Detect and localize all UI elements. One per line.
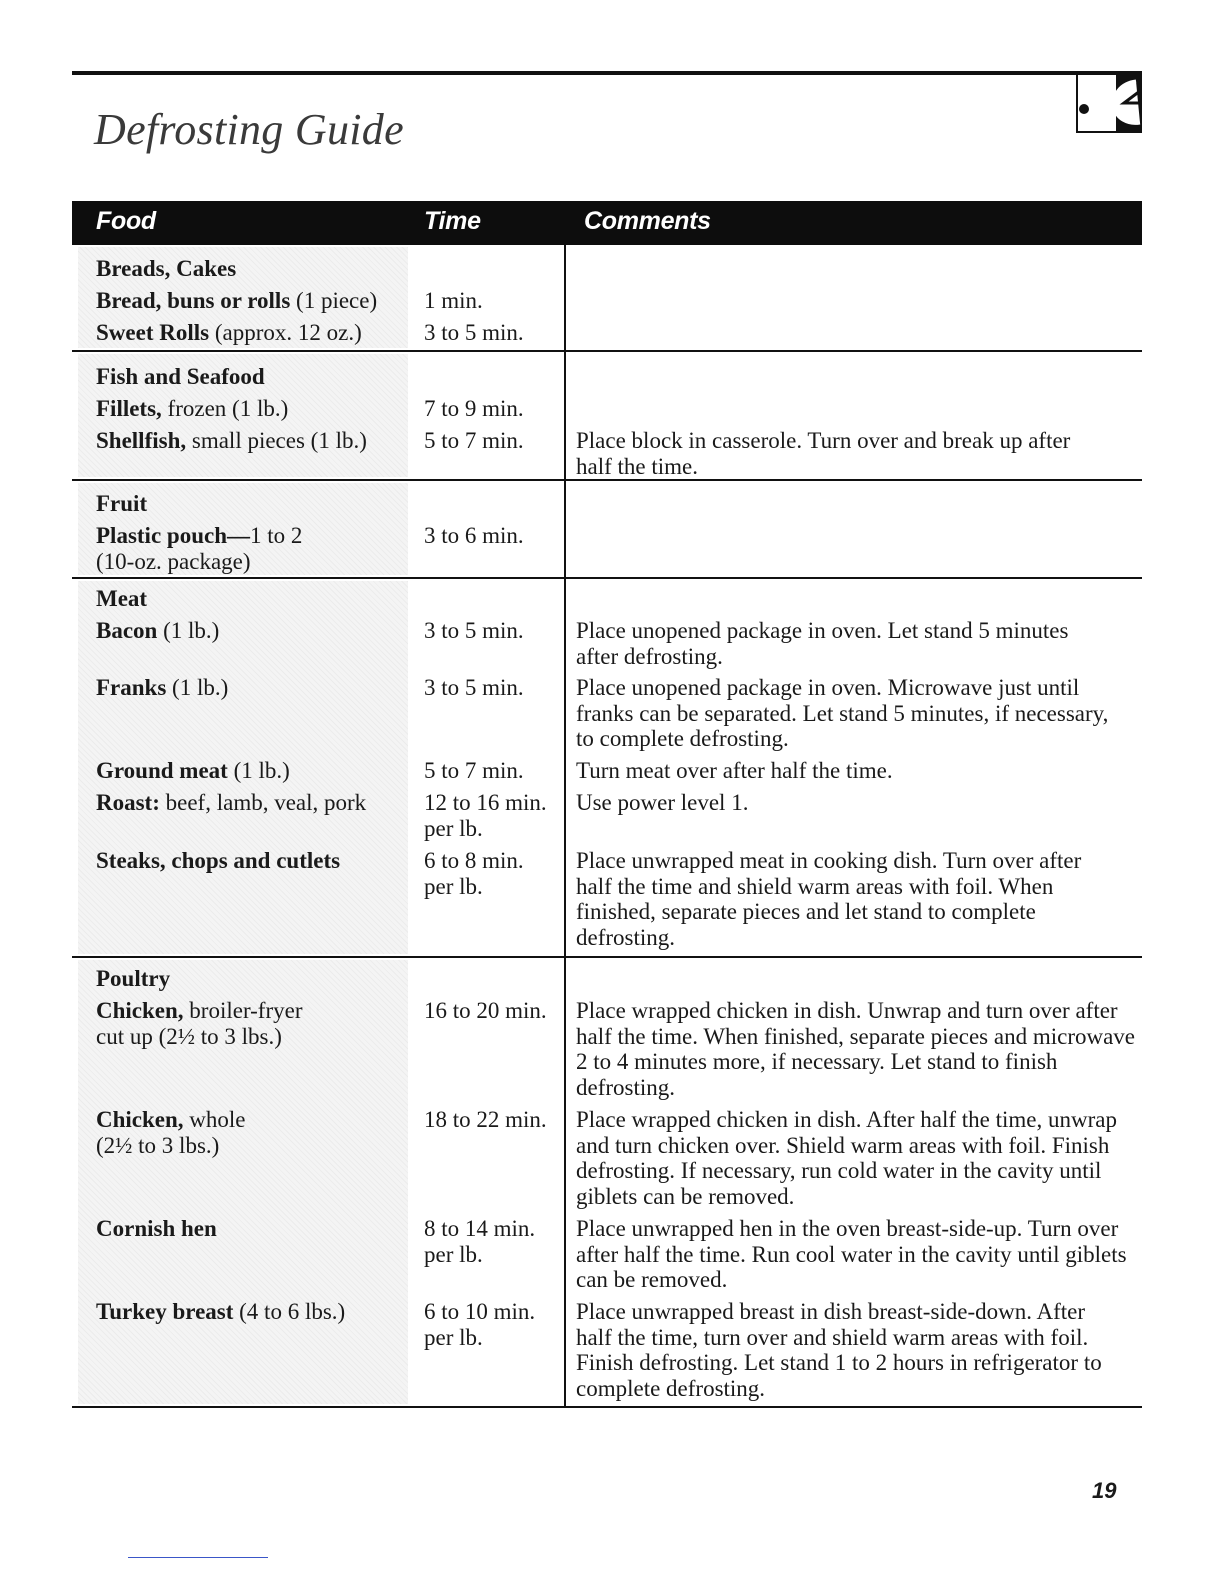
comment-text (564, 396, 1132, 422)
comment-text: Use power level 1. (576, 790, 749, 815)
comment-text: Place wrapped chicken in dish. After half the time, unwrap and turn chicken over. Shield warm areas with foil. Finish defrosting. If necessary, run cold water in the cavity until giblets can be removed. (576, 1107, 1117, 1209)
table-row: Cornish hen 8 to 14 min. per lb. Place unwrapped hen in the oven breast-side-up. Turn over after half the time. Run cool water in the cavity until giblets can be removed. (72, 1216, 1136, 1293)
time-value: 6 to 8 min. per lb. (424, 848, 524, 899)
time-value: 18 to 22 min. (424, 1107, 547, 1132)
category-label: Fish and Seafood (96, 364, 265, 389)
time-value: 16 to 20 min. (424, 998, 547, 1023)
page-number: 19 (1092, 1478, 1117, 1503)
microwave-icon (1076, 73, 1142, 135)
comment-text: Place unopened package in oven. Let stand 5 minutes after defrosting. (576, 618, 1069, 669)
time-value: 1 min. (424, 288, 483, 313)
time-value: 3 to 5 min. (424, 618, 524, 643)
header-food: Food (96, 207, 156, 235)
time-value: 6 to 10 min. per lb. (424, 1299, 536, 1350)
category-label: Meat (96, 586, 148, 611)
section-breads-cakes (72, 245, 1142, 352)
comment-text: Place unwrapped hen in the oven breast-side-up. Turn over after half the time. Run cool water in the cavity until giblets can be removed. (576, 1216, 1127, 1292)
time-value: 5 to 7 min. (424, 428, 524, 453)
table-row: Sweet Rolls (approx. 12 oz.) 3 to 5 min. (72, 320, 1132, 346)
category-label: Breads, Cakes (96, 256, 237, 281)
table-row: Bread, buns or rolls (1 piece) 1 min. (72, 288, 1132, 314)
top-rule (72, 71, 1142, 75)
time-value: 12 to 16 min. per lb. (424, 790, 547, 841)
table-row: Bacon (1 lb.) 3 to 5 min. Place unopened package in oven. Let stand 5 minutes after defrosting. (72, 618, 1116, 669)
comment-text: Place unwrapped breast in dish breast-side-down. After half the time, turn over and shield warm areas with foil. Finish defrosting. Let stand 1 to 2 hours in refrigerator to complete defrosting. (576, 1299, 1102, 1401)
comment-text: Turn meat over after half the time. (576, 758, 893, 783)
comment-text: Place block in casserole. Turn over and break up after half the time. (576, 428, 1071, 479)
table-row: Roast: beef, lamb, veal, pork 12 to 16 min. per lb. Use power level 1. (72, 790, 1132, 842)
time-value: 8 to 14 min. per lb. (424, 1216, 536, 1267)
category-label: Fruit (96, 491, 148, 516)
section-poultry (72, 958, 1142, 1408)
table-header (72, 201, 1142, 245)
table-row: Shellfish, small pieces (1 lb.) 5 to 7 min. Place block in casserole. Turn over and break up after half the time. (72, 428, 1096, 479)
header-comments: Comments (584, 207, 711, 235)
time-value: 5 to 7 min. (424, 758, 524, 783)
section-fish-seafood (72, 352, 1142, 481)
time-value: 7 to 9 min. (424, 396, 524, 421)
comment-text (564, 288, 1132, 314)
comment-text: Place wrapped chicken in dish. Unwrap and turn over after half the time. When finished, separate pieces and microwave 2 to 4 minutes more, if necessary. Let stand to finish defrosting. (576, 998, 1136, 1100)
section-meat (72, 579, 1142, 958)
table-row: Chicken, whole (2½ to 3 lbs.) 18 to 22 min. Place wrapped chicken in dish. After half the time, unwrap and turn chicken over. Shield warm areas with foil. Finish defrosting. If necessary, run cold water in the cavity until giblets can be removed. (72, 1107, 1136, 1209)
category-label: Poultry (96, 966, 171, 991)
table-row: Plastic pouch—1 to 2 (10-oz. package) 3 to 6 min. (72, 523, 1132, 575)
table-row: Turkey breast (4 to 6 lbs.) 6 to 10 min. per lb. Place unwrapped breast in dish breast-side-down. After half the time, turn over and shield warm areas with foil. Finish defrosting. Let stand 1 to 2 hours in refrigerator to complete defrosting. (72, 1299, 1106, 1401)
comment-text (564, 320, 1132, 346)
time-value: 3 to 5 min. (424, 320, 524, 345)
comment-text: Place unwrapped meat in cooking dish. Turn over after half the time and shield warm areas with foil. When finished, separate pieces and let stand to complete defrosting. (576, 848, 1082, 950)
time-value: 3 to 5 min. (424, 675, 524, 700)
table-row: Steaks, chops and cutlets 6 to 8 min. per lb. Place unwrapped meat in cooking dish. Turn over after half the time and shield warm areas with foil. When finished, separate pieces and let stand to complete defrosting. (72, 848, 1086, 950)
table-row: Franks (1 lb.) 3 to 5 min. Place unopened package in oven. Microwave just until franks can be separated. Let stand 5 minutes, if necessary, to complete defrosting. (72, 675, 1126, 752)
table-row: Fillets, frozen (1 lb.) 7 to 9 min. (72, 396, 1132, 422)
page-title: Defrosting Guide (94, 105, 404, 154)
section-fruit (72, 481, 1142, 579)
comment-text: Place unopened package in oven. Microwave just until franks can be separated. Let stand 5 minutes, if necessary, to complete defrosting. (576, 675, 1109, 751)
footer-rule (128, 1557, 268, 1558)
time-value: 3 to 6 min. (424, 523, 524, 548)
comment-text (564, 523, 1132, 575)
table-row: Chicken, broiler-fryer cut up (2½ to 3 lbs.) 16 to 20 min. Place wrapped chicken in dish. Unwrap and turn over after half the time. When finished, separate pieces and microwave 2 to 4 minutes more, if necessary. Let stand to finish defrosting. (96, 998, 1136, 1100)
defrosting-table (72, 201, 1142, 1408)
header-time: Time (424, 207, 481, 235)
table-row: Ground meat (1 lb.) 5 to 7 min. Turn meat over after half the time. (72, 758, 1132, 784)
